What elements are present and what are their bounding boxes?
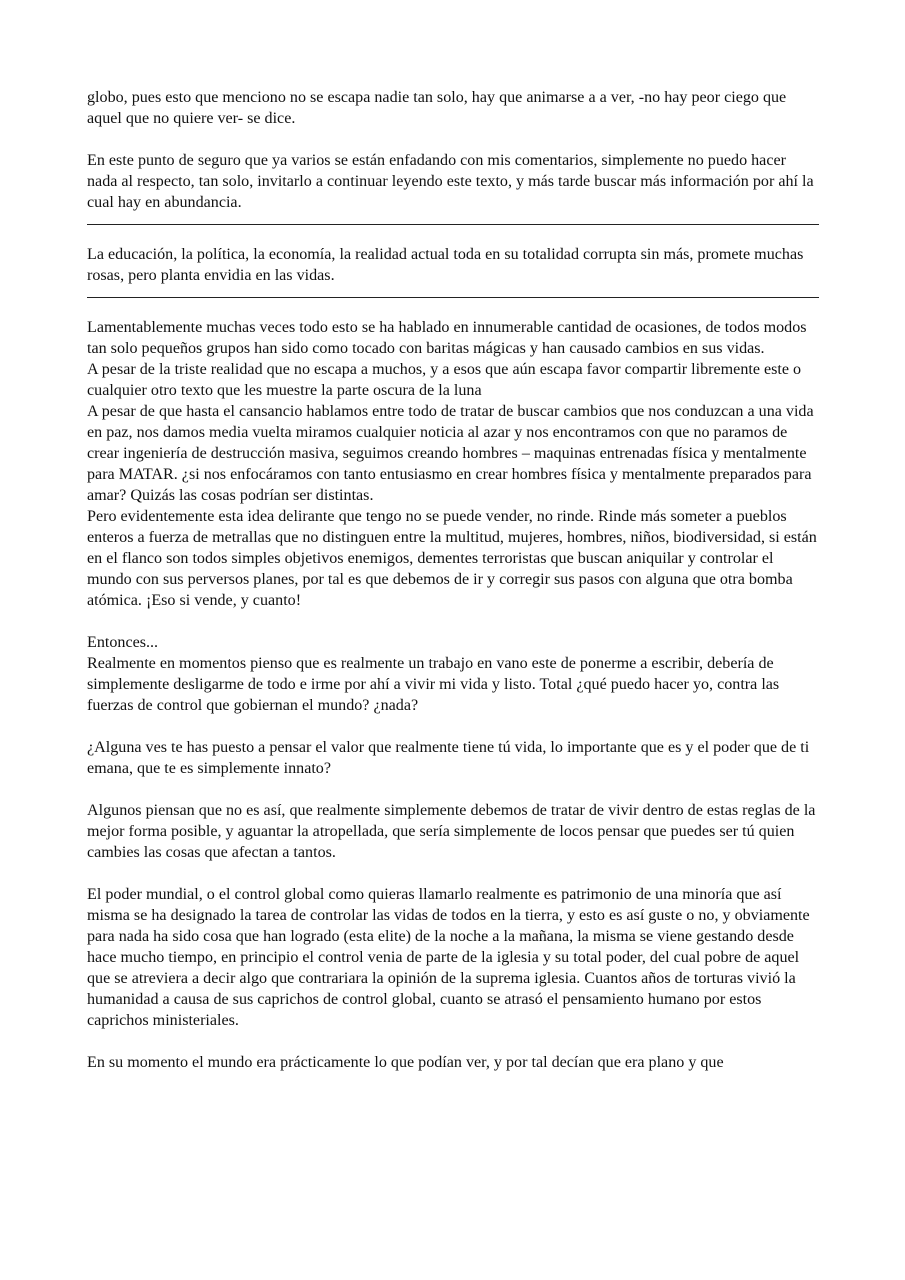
paragraph-gap	[87, 779, 819, 800]
paragraph: A pesar de la triste realidad que no escapa a muchos, y a esos que aún escapa favor compartir libremente este o cualquier otro texto que les muestre la parte oscura de la luna	[87, 361, 802, 399]
paragraph: Realmente en momentos pienso que es realmente un trabajo en vano este de ponerme a escribir, debería de simplemente desligarme de todo e irme por ahí a vivir mi vida y listo. Total ¿qué puedo hacer yo, contra las fuerzas de control que gobiernan el mundo? ¿nada?	[87, 655, 780, 714]
paragraph: Lamentablemente muchas veces todo esto se ha hablado en innumerable cantidad de ocasiones, de todos modos tan solo pequeños grupos han sido como tocado con baritas mágicas y han causado cambios en sus vidas.	[87, 319, 807, 357]
paragraph: A pesar de que hasta el cansancio hablamos entre todo de tratar de buscar cambios que nos conduzcan a una vida en paz, nos damos media vuelta miramos cualquier noticia al azar y nos encontramos con que no paramos de crear ingeniería de destrucción masiva, seguimos creando hombres – maquinas entrenadas física y mentalmente para MATAR. ¿si nos enfocáramos con tanto entusiasmo en crear hombres física y mentalmente preparados para amar? Quizás las cosas podrían ser distintas.	[87, 403, 814, 504]
document-page	[87, 87, 819, 1073]
paragraph: En este punto de seguro que ya varios se están enfadando con mis comentarios, simplemente no puedo hacer nada al respecto, tan solo, invitarlo a continuar leyendo este texto, y más tarde buscar más información por ahí la cual hay en abundancia.	[87, 152, 814, 211]
paragraph-gap	[87, 863, 819, 884]
paragraph: globo, pues esto que menciono no se escapa nadie tan solo, hay que animarse a a ver, -no hay peor ciego que aquel que no quiere ver- se dice.	[87, 89, 787, 127]
paragraph-gap	[87, 611, 819, 632]
paragraph: Pero evidentemente esta idea delirante que tengo no se puede vender, no rinde. Rinde más someter a pueblos enteros a fuerza de metrallas que no distinguen entre la multitud, mujeres, hombres, niños, biodiversidad, si están en el flanco son todos simples objetivos enemigos, dementes terroristas que buscan aniquilar y controlar el mundo con sus perversos planes, por tal es que debemos de ir y corregir sus pasos con alguna que otra bomba atómica. ¡Eso si vende, y cuanto!	[87, 508, 817, 609]
paragraph-gap	[87, 235, 819, 244]
paragraph-gap	[87, 308, 819, 317]
paragraph: Algunos piensan que no es así, que realmente simplemente debemos de tratar de vivir dentro de estas reglas de la mejor forma posible, y aguantar la atropellada, que sería simplemente de locos pensar que puedes ser tú quien cambies las cosas que afectan a tantos.	[87, 802, 816, 861]
paragraph: El poder mundial, o el control global como quieras llamarlo realmente es patrimonio de una minoría que así misma se ha designado la tarea de controlar las vidas de todos en la tierra, y esto es así guste o no, y obviamente para nada ha sido cosa que han logrado (esta elite) de la noche a la mañana, la misma se viene gestando desde hace mucho tiempo, en principio el control venia de parte de la iglesia y su total poder, del cual pobre de aquel que se atreviera a decir algo que contrariara la opinión de la suprema iglesia. Cuantos años de torturas vivió la humanidad a causa de sus caprichos de control global, cuanto se atrasó el pensamiento humano por estos caprichos ministeriales.	[87, 886, 810, 1029]
paragraph: ¿Alguna ves te has puesto a pensar el valor que realmente tiene tú vida, lo importante que es y el poder que de ti emana, que te es simplemente innato?	[87, 739, 810, 777]
horizontal-rule	[87, 213, 819, 235]
paragraph: En su momento el mundo era prácticamente lo que podían ver, y por tal decían que era plano y que	[87, 1054, 724, 1071]
paragraph-gap	[87, 1031, 819, 1052]
paragraph-gap	[87, 716, 819, 737]
paragraph-gap	[87, 129, 819, 150]
paragraph: La educación, la política, la economía, la realidad actual toda en su totalidad corrupta sin más, promete muchas rosas, pero planta envidia en las vidas.	[87, 246, 804, 284]
horizontal-rule	[87, 286, 819, 308]
paragraph: Entonces...	[87, 634, 159, 651]
